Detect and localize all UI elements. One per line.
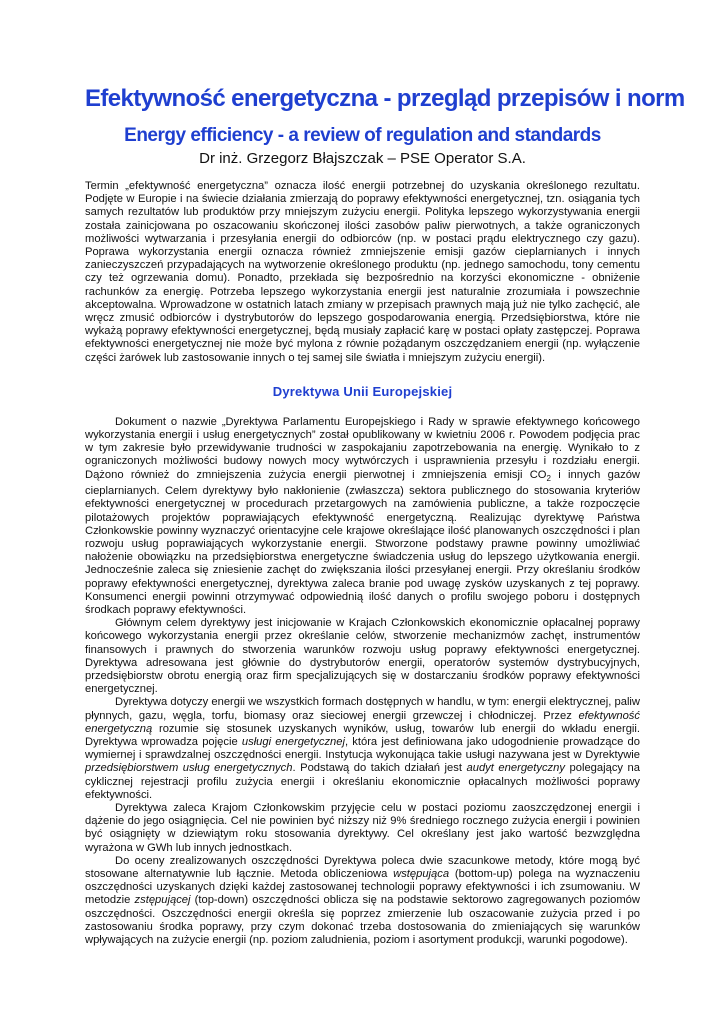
paragraph-3 xyxy=(85,696,640,802)
italic-term: usługi energetycznej xyxy=(241,735,345,748)
text-run: (top-down) oszczędności oblicza się na podstawie sektorowo zagregowanych poziomów oszczędności. Oszczędności energii określa się poprzez zmierzenie lub oszacowanie zużycia przed i po zastosowaniu środka poprawy, przy czym dokonać trzeba dostosowania do zmieniających się warunków wpływających na zużycie energii (np. poziom zaludnienia, poziom i asortyment produkcji, warunki pogodowe). xyxy=(85,894,640,946)
italic-term: audyt energetyczny xyxy=(466,762,565,775)
document-subtitle: Energy efficiency - a review of regulation and standards xyxy=(124,125,601,146)
italic-term: efektywność energetyczną xyxy=(85,709,640,735)
text-run: Dyrektywa dotyczy energii we wszystkich formach dostępnych w handlu, w tym: energii elektrycznej, paliw płynnych, gazu, węgla, torfu, biomasy oraz sieciowej energii grzewczej i chłodniczej. Przez xyxy=(85,696,640,722)
text-run: rozumie się stosunek uzyskanych wyników, usług, towarów lub energii do wkładu energii. Dyrektywa wprowadza pojęcie xyxy=(85,722,640,748)
intro-paragraph: Termin „efektywność energetyczna” oznacza ilość energii potrzebnej do uzyskania określonego rezultatu. Podjęte w Europie i na świecie działania zmierzają do poprawy efektywności energetycznej, tzn. osiągania tych samych rezultatów lub produktów przy mniejszym zużyciu energii. Polityka lepszego wykorzystywania energii została zainicjowana po oszacowaniu skończonej ilości zasobów paliw pierwotnych, a także ograniczonych możliwości wytwarzania i przesyłania energii do odbiorców (np. w postaci prądu elektrycznego czy gazu). Poprawa wykorzystania energii oznacza również zmniejszenie emisji gazów cieplarnianych i innych zanieczyszczeń przypadających na wytworzenie określonego produktu (np. jednego samochodu, tony cementu czy też ogrzewania domu). Ponadto, przekłada się bezpośrednio na korzyści ekonomiczne - obniżenie rachunków za energię. Potrzeba lepszego wykorzystania energii jest naturalnie zrozumiała i powszechnie akceptowalna. Wprowadzone w ostatnich latach zmiany w przepisach prawnych mają już nie tylko zachęcić, ale wręcz zmusić odbiorców i dystrybutorów do lepszego gospodarowania energią. Przedsiębiorstwa, które nie wykażą poprawy efektywności energetycznej, będą musiały zapłacić karę w postaci opłaty zastępczej. Poprawa efektywności energetycznej nie może być mylona z równie pożądanym oszczędzaniem energii (np. wyłączenie części żarówek lub zastosowanie innych o tej samej sile światła i mniejszym zużyciu energii). xyxy=(85,180,640,364)
text-run: . Podstawą do takich działań jest xyxy=(292,762,467,775)
paragraph-2: Głównym celem dyrektywy jest inicjowanie w Krajach Członkowskich ekonomicznie opłacalnej poprawy końcowego wykorzystania energii przez określanie celów, stworzenie mechanizmów zachęt, instrumentów finansowych i prawnych do stworzenia warunków rozwoju usług poprawy efektywności energetycznej. Dyrektywa adresowana jest głównie do dystrybutorów energii, operatorów systemów dystrybucyjnych, przedsiębiorstw obrotu energią oraz firm specjalizujących się w dostarczaniu środków poprawy efektywności energetycznej. xyxy=(85,617,640,696)
paragraph-4: Dyrektywa zaleca Krajom Członkowskim przyjęcie celu w postaci poziomu zaoszczędzonej energii i dążenie do jego osiągnięcia. Cel nie powinien być niższy niż 9% średniego rocznego zużycia energii i powinien być osiągnięty w dziewiątym roku stosowania dyrektywy. Cel określany jest jako wartość bezwzględna wyrażona w GWh lub innych jednostkach. xyxy=(85,801,640,854)
text-run: Do oceny zrealizowanych oszczędności Dyrektywa poleca dwie szacunkowe metody, które mogą być stosowane alternatywnie lub łącznie. Metoda obliczeniowa xyxy=(85,854,640,880)
text-run: polegający na cyklicznej rejestracji profilu zużycia energii i określaniu ekonomicznie opłacalnych możliwości poprawy efektywności. xyxy=(85,762,640,801)
text-run: , która jest definiowana jako udogodnienie prowadzące do wymiernej i sprawdzalnej oszczędności energii. Instytucja wykonująca takie usługi nazywana jest w Dyrektywie xyxy=(85,735,640,762)
subscript: 2 xyxy=(546,473,551,483)
text-run: Dokument o nazwie „Dyrektywa Parlamentu Europejskiego i Rady w sprawie efektywnego końcowego wykorzystania energii i usług energetycznych” został opublikowany w kwietniu 2006 r. Powodem podjęcia prac w tym zakresie było przewidywanie trudności w zaspokajaniu zapotrzebowania na energię. Wynikało to z ograniczonych możliwości budowy nowych mocy wytwórczych i usprawnienia przesyłu i rozdziału energii. Dążono również do zmniejszenia zużycia energii pierwotnej i zmniejszenia emisji CO xyxy=(85,415,640,481)
author-line: Dr inż. Grzegorz Błajszczak – PSE Operator S.A. xyxy=(199,150,526,167)
italic-term: wstępująca xyxy=(393,867,450,880)
paragraph-5 xyxy=(85,855,640,947)
italic-term: zstępującej xyxy=(134,894,191,907)
italic-term: przedsiębiorstwem usług energetycznych xyxy=(85,762,293,775)
section-heading: Dyrektywa Unii Europejskiej xyxy=(272,383,453,399)
paragraph-1 xyxy=(85,416,640,617)
document-title: Efektywność energetyczna - przegląd przepisów i norm xyxy=(85,85,685,112)
text-run: i innych gazów cieplarnianych. Celem dyrektywy było nakłonienie (zwłaszcza) sektora publicznego do stosowania kryteriów efektywności energetycznej w procedurach przetargowych na zamówienia publiczne, a także rozpoczęcie pilotażowych projektów poprawiających efektywność energetyczną. Realizując dyrektywę Państwa Członkowskie powinny wyznaczyć orientacyjne cele krajowe określające ilość planowanych oszczędności i plan rozwoju usług poprawiających wykorzystanie energii. Stworzone podstawy prawne powinny umożliwiać nałożenie obowiązku na przedsiębiorstwa energetyczne świadczenia usług do lepszego użytkowania energii. Jednocześnie zaleca się zniesienie zachęt do zwiększania ilości przesyłanej energii. Przy określaniu środków poprawy efektywności energetycznej, dyrektywa zaleca branie pod uwagę zysków uzyskanych z tej poprawy. Konsumenci energii powinni otrzymywać odpowiednią ilość danych o profilu swojego poboru i dostępnych środkach poprawy efektywności. xyxy=(85,468,640,616)
text-run: (bottom-up) polega na wyznaczeniu oszczędności uzyskanych dzięki każdej zastosowanej technologii poprawy efektywności i ich zsumowaniu. W metodzie xyxy=(85,867,640,907)
